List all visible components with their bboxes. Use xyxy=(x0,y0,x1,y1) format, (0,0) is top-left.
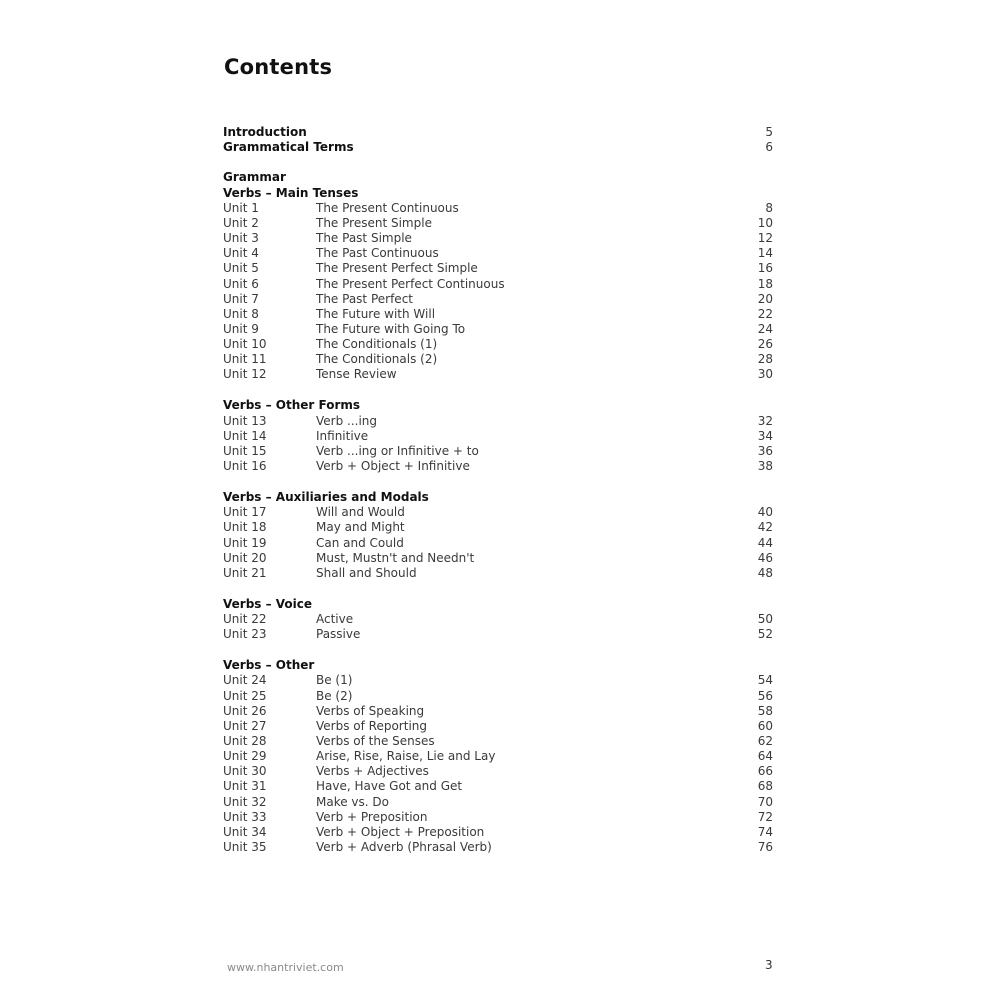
unit-topic: Verbs of Reporting xyxy=(316,718,427,733)
toc-entry xyxy=(223,459,773,474)
toc-entry xyxy=(223,201,773,216)
unit-topic: Verb ...ing or Infinitive + to xyxy=(316,443,479,458)
unit-number: Unit 1 xyxy=(223,200,259,215)
unit-topic: Be (1) xyxy=(316,673,353,688)
unit-topic: Verbs of the Senses xyxy=(316,734,435,749)
toc-entry xyxy=(223,231,773,246)
unit-topic: Verb + Object + Preposition xyxy=(316,824,485,839)
page-number: 64 xyxy=(757,749,773,764)
toc-entry xyxy=(223,444,773,459)
unit-topic: The Present Perfect Continuous xyxy=(316,276,505,291)
heading-label: Grammatical Terms xyxy=(223,140,354,155)
unit-topic: Active xyxy=(316,612,354,627)
section-heading xyxy=(223,186,773,201)
unit-topic: The Past Perfect xyxy=(316,291,413,306)
unit-number: Unit 35 xyxy=(223,840,267,855)
page-title: Contents xyxy=(224,55,333,79)
unit-topic: Arise, Rise, Raise, Lie and Lay xyxy=(316,749,496,764)
unit-topic: Have, Have Got and Get xyxy=(316,779,463,794)
unit-number: Unit 8 xyxy=(223,306,259,321)
page-number: 58 xyxy=(757,703,773,718)
toc-entry xyxy=(223,689,773,704)
unit-topic: Can and Could xyxy=(316,535,404,550)
toc-entry xyxy=(223,825,773,840)
page-number: 8 xyxy=(765,200,773,215)
page-number: 74 xyxy=(757,824,773,839)
unit-topic: Must, Mustn't and Needn't xyxy=(316,550,475,565)
front-matter-entry xyxy=(223,140,773,155)
page-number: 46 xyxy=(757,550,773,565)
heading-label: Verbs – Voice xyxy=(223,596,313,611)
unit-topic: The Future with Will xyxy=(316,306,436,321)
unit-number: Unit 19 xyxy=(223,535,267,550)
page-number: 38 xyxy=(757,459,773,474)
unit-number: Unit 29 xyxy=(223,749,267,764)
toc-entry xyxy=(223,322,773,337)
toc-entry xyxy=(223,566,773,581)
toc-entry xyxy=(223,307,773,322)
unit-number: Unit 27 xyxy=(223,718,267,733)
unit-topic: Verb + Preposition xyxy=(316,809,428,824)
toc-entry xyxy=(223,536,773,551)
section-heading xyxy=(223,597,773,612)
toc-entry xyxy=(223,764,773,779)
heading-label: Verbs – Other xyxy=(223,658,315,673)
toc-entry xyxy=(223,505,773,520)
unit-number: Unit 31 xyxy=(223,779,267,794)
unit-topic: Verbs of Speaking xyxy=(316,703,425,718)
page-number: 20 xyxy=(757,291,773,306)
front-matter-entry xyxy=(223,125,773,140)
unit-topic: Verb ...ing xyxy=(316,413,378,428)
page-number: 22 xyxy=(757,306,773,321)
toc-entry xyxy=(223,734,773,749)
toc-entry xyxy=(223,246,773,261)
page-number: 42 xyxy=(757,520,773,535)
page-number: 76 xyxy=(757,840,773,855)
unit-number: Unit 23 xyxy=(223,627,267,642)
unit-number: Unit 22 xyxy=(223,612,267,627)
unit-number: Unit 14 xyxy=(223,428,267,443)
unit-topic: The Future with Going To xyxy=(316,321,466,336)
page-number: 70 xyxy=(757,794,773,809)
toc-entry xyxy=(223,719,773,734)
unit-topic: The Past Continuous xyxy=(316,246,439,261)
unit-number: Unit 17 xyxy=(223,505,267,520)
unit-number: Unit 10 xyxy=(223,337,267,352)
toc-entry xyxy=(223,292,773,307)
unit-number: Unit 16 xyxy=(223,459,267,474)
page-number: 30 xyxy=(757,367,773,382)
toc-entry xyxy=(223,414,773,429)
toc-entry xyxy=(223,277,773,292)
page-number: 60 xyxy=(757,718,773,733)
toc-entry xyxy=(223,840,773,855)
page-number: 52 xyxy=(757,627,773,642)
heading-label: Verbs – Main Tenses xyxy=(223,185,359,200)
unit-topic: The Past Simple xyxy=(316,231,412,246)
page-number: 16 xyxy=(757,261,773,276)
unit-number: Unit 21 xyxy=(223,565,267,580)
toc-entry xyxy=(223,612,773,627)
unit-topic: Verb + Adverb (Phrasal Verb) xyxy=(316,840,492,855)
unit-topic: Be (2) xyxy=(316,688,353,703)
toc-entry xyxy=(223,810,773,825)
toc-entry xyxy=(223,551,773,566)
unit-topic: Make vs. Do xyxy=(316,794,389,809)
heading-label: Introduction xyxy=(223,125,307,139)
unit-number: Unit 3 xyxy=(223,231,259,246)
unit-number: Unit 34 xyxy=(223,824,267,839)
footer-url: www.nhantriviet.com xyxy=(227,961,344,974)
unit-topic: The Present Continuous xyxy=(316,200,459,215)
page-number: 12 xyxy=(757,231,773,246)
unit-number: Unit 12 xyxy=(223,367,267,382)
toc-entry xyxy=(223,337,773,352)
heading-label: Grammar xyxy=(223,170,286,185)
unit-topic: Verbs + Adjectives xyxy=(316,764,429,779)
page-number: 40 xyxy=(757,505,773,520)
unit-number: Unit 20 xyxy=(223,550,267,565)
toc-entry xyxy=(223,795,773,810)
heading-label: Verbs – Auxiliaries and Modals xyxy=(223,490,429,505)
unit-number: Unit 25 xyxy=(223,688,267,703)
toc-entry xyxy=(223,429,773,444)
unit-topic: Infinitive xyxy=(316,428,369,443)
page-number: 66 xyxy=(757,764,773,779)
page-number: 32 xyxy=(757,413,773,428)
page-number: 50 xyxy=(757,612,773,627)
section-heading xyxy=(223,398,773,413)
unit-topic: Verb + Object + Infinitive xyxy=(316,459,470,474)
unit-topic: The Conditionals (1) xyxy=(316,337,438,352)
unit-number: Unit 33 xyxy=(223,809,267,824)
unit-number: Unit 18 xyxy=(223,520,267,535)
page-number: 34 xyxy=(757,428,773,443)
page-number: 72 xyxy=(757,809,773,824)
page-number: 28 xyxy=(757,352,773,367)
unit-number: Unit 5 xyxy=(223,261,259,276)
unit-number: Unit 4 xyxy=(223,246,259,261)
footer-page-number: 3 xyxy=(765,958,773,972)
page-number: 26 xyxy=(757,337,773,352)
page-number: 5 xyxy=(765,125,773,139)
unit-number: Unit 28 xyxy=(223,734,267,749)
unit-topic: The Present Perfect Simple xyxy=(316,261,478,276)
unit-topic: Will and Would xyxy=(316,505,405,520)
unit-topic: The Conditionals (2) xyxy=(316,352,438,367)
toc-entry xyxy=(223,352,773,367)
page-number: 14 xyxy=(757,246,773,261)
toc-entry xyxy=(223,673,773,688)
toc-entry xyxy=(223,367,773,382)
page-number: 18 xyxy=(757,276,773,291)
toc-entry xyxy=(223,749,773,764)
unit-number: Unit 9 xyxy=(223,321,259,336)
toc-entry xyxy=(223,520,773,535)
toc-entry xyxy=(223,216,773,231)
page-number: 62 xyxy=(757,734,773,749)
unit-topic: Passive xyxy=(316,627,361,642)
section-heading xyxy=(223,658,773,673)
page-number: 10 xyxy=(757,215,773,230)
toc-entry xyxy=(223,779,773,794)
unit-topic: Shall and Should xyxy=(316,565,417,580)
toc-entry xyxy=(223,704,773,719)
toc-entry xyxy=(223,261,773,276)
unit-number: Unit 32 xyxy=(223,794,267,809)
unit-number: Unit 24 xyxy=(223,673,267,688)
unit-number: Unit 11 xyxy=(223,352,267,367)
page-number: 36 xyxy=(757,443,773,458)
page-number: 54 xyxy=(757,673,773,688)
unit-topic: May and Might xyxy=(316,520,405,535)
unit-number: Unit 7 xyxy=(223,291,259,306)
page-number: 24 xyxy=(757,321,773,336)
page-number: 68 xyxy=(757,779,773,794)
unit-number: Unit 13 xyxy=(223,413,267,428)
heading-label: Verbs – Other Forms xyxy=(223,398,361,413)
page-number: 44 xyxy=(757,535,773,550)
grammar-heading xyxy=(223,170,773,185)
unit-number: Unit 2 xyxy=(223,215,259,230)
unit-topic: Tense Review xyxy=(316,367,397,382)
unit-number: Unit 15 xyxy=(223,443,267,458)
unit-topic: The Present Simple xyxy=(316,215,432,230)
unit-number: Unit 30 xyxy=(223,764,267,779)
page-number: 56 xyxy=(757,688,773,703)
page-number: 6 xyxy=(765,140,773,155)
section-heading xyxy=(223,490,773,505)
unit-number: Unit 6 xyxy=(223,276,259,291)
unit-number: Unit 26 xyxy=(223,703,267,718)
toc-entry xyxy=(223,627,773,642)
page-number: 48 xyxy=(757,565,773,580)
